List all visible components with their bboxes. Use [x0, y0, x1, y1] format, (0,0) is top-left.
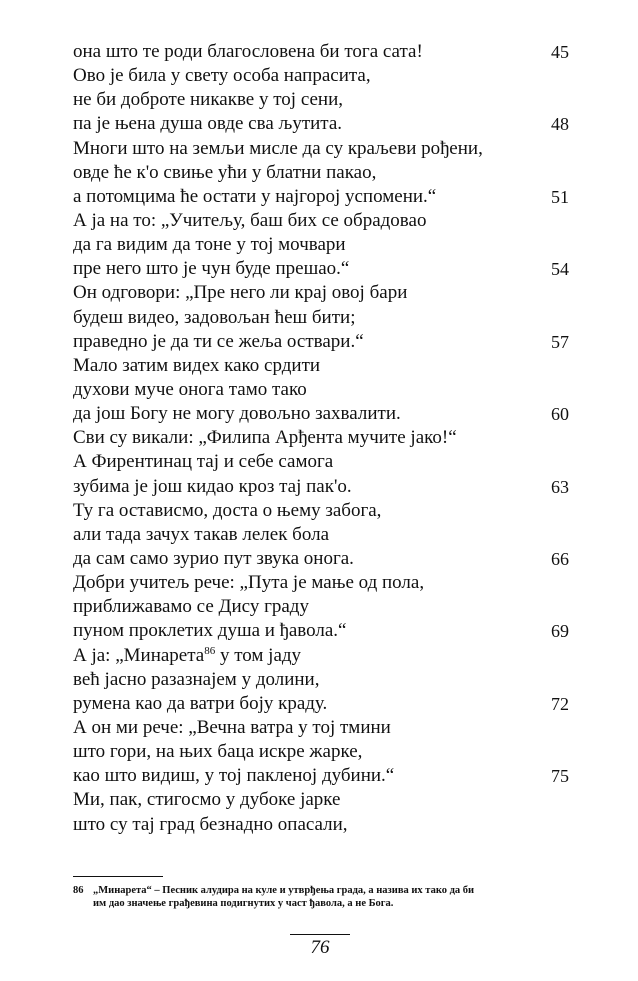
verse-text: да сам само зурио пут звука онога. [73, 547, 354, 569]
verse-line [73, 88, 573, 112]
verse-text: Многи што на земљи мисле да су краљеви рођени, [73, 137, 483, 159]
footnote [73, 884, 593, 910]
verse-text: праведно је да ти се жеља оствари.“ [73, 330, 364, 352]
verse-line [73, 764, 573, 788]
verse-line [73, 692, 573, 716]
verse-text: она што те роди благословена би тога сата! [73, 41, 423, 62]
verse-text: А он ми рече: „Вечна ватра у тој тмини [73, 716, 391, 738]
footnote-reference: 86 [204, 644, 216, 657]
verse-text: Он одговори: „Пре него ли крај овој бари [73, 282, 408, 304]
verse-text: а потомцима ће остати у најгорој успомени.“ [73, 185, 437, 207]
line-number: 75 [551, 766, 569, 787]
verse-line [73, 209, 573, 233]
verse-line [73, 450, 573, 474]
verse-text: што гори, на њих баца искре жарке, [73, 741, 363, 763]
verse-text: приближавамо се Дису граду [73, 596, 309, 618]
verse-line [73, 137, 573, 161]
verse-text: не би доброте никакве у тој сени, [73, 89, 344, 111]
verse-text: па је њена душа овде сва љутита. [73, 113, 343, 135]
verse-line [73, 788, 573, 812]
verse-line [73, 402, 573, 426]
verse-text: што су тај град безнадно опасали, [73, 813, 348, 835]
verse-text: Ово је била у свету особа напрасита, [73, 65, 371, 87]
verse-line [73, 354, 573, 378]
verse-text: пре него што је чун буде прешао.“ [73, 258, 350, 280]
verse-text: зубима је још кидао кроз тај пак'о. [73, 475, 352, 497]
verse-text: румена као да ватри боју краду. [73, 692, 328, 714]
verse-line [73, 281, 573, 305]
verse-text: духови муче онога тамо тако [73, 378, 307, 400]
verse-text: да још Богу не могу довољно захвалити. [73, 403, 401, 425]
verse-line [73, 306, 573, 330]
verse-line [73, 161, 573, 185]
verse-line [73, 813, 573, 837]
page-number: 76 [290, 934, 350, 959]
verse-line [73, 112, 573, 136]
verse-text: Ми, пак, стигосмо у дубоке јарке [73, 789, 341, 811]
verse-line [73, 571, 573, 595]
footnote-line-2: им дао значење грађевина подигнутих у част ђавола, а не Бога. [93, 898, 394, 909]
verse-text: пуном проклетих душа и ђавола.“ [73, 620, 347, 642]
verse-line [73, 40, 573, 64]
verse-line [73, 499, 573, 523]
verse-line [73, 330, 573, 354]
verse-text: да га видим да тоне у тој мочвари [73, 234, 346, 256]
verse-text: Ту га остависмо, доста о њему забога, [73, 499, 382, 521]
footnote-mark: 86 [73, 885, 84, 896]
line-number: 54 [551, 259, 569, 280]
verse-text: Добри учитељ рече: „Пута је мање од пола, [73, 572, 425, 594]
verse-line [73, 185, 573, 209]
line-number: 57 [551, 331, 569, 352]
line-number: 66 [551, 548, 569, 569]
verse-line [73, 378, 573, 402]
verse-text-continued: у том јаду [215, 644, 302, 666]
verse-text: Сви су викали: „Филипа Арђента мучите јако!“ [73, 427, 457, 449]
footnote-line-1: „Минарета“ – Песник алудира на куле и утврђења града, а назива их тако да би [93, 885, 475, 896]
verse-line [73, 257, 573, 281]
verse-text: А ја на то: „Учитељу, баш бих се обрадовао [73, 209, 427, 231]
verse-text: будеш видео, задовољан ћеш бити; [73, 306, 356, 328]
line-number: 72 [551, 693, 569, 714]
verse-line [73, 716, 573, 740]
verse-text: А Фирентинац тај и себе самога [73, 451, 334, 473]
line-number: 51 [551, 186, 569, 207]
footnote-rule [73, 876, 163, 877]
verse-text: већ јасно разазнајем у долини, [73, 668, 320, 690]
verse-text: овде ће к'о свиње ући у блатни пакао, [73, 161, 377, 183]
verse-block [73, 40, 573, 837]
verse-line [73, 595, 573, 619]
verse-line [73, 740, 573, 764]
verse-text: али тада зачух такав лелек бола [73, 523, 330, 545]
line-number: 69 [551, 621, 569, 642]
verse-line [73, 644, 573, 668]
line-number: 48 [551, 114, 569, 135]
verse-line [73, 523, 573, 547]
line-number: 60 [551, 404, 569, 425]
verse-line [73, 619, 573, 643]
verse-line [73, 426, 573, 450]
line-number: 63 [551, 476, 569, 497]
verse-text: А ја: „Минарета [73, 644, 205, 666]
line-number: 45 [551, 42, 569, 62]
verse-text: Мало затим видех како срдити [73, 354, 321, 376]
verse-line [73, 668, 573, 692]
verse-line [73, 475, 573, 499]
verse-line [73, 547, 573, 571]
verse-text: као што видиш, у тој пакленој дубини.“ [73, 765, 395, 787]
verse-line [73, 64, 573, 88]
verse-line [73, 233, 573, 257]
